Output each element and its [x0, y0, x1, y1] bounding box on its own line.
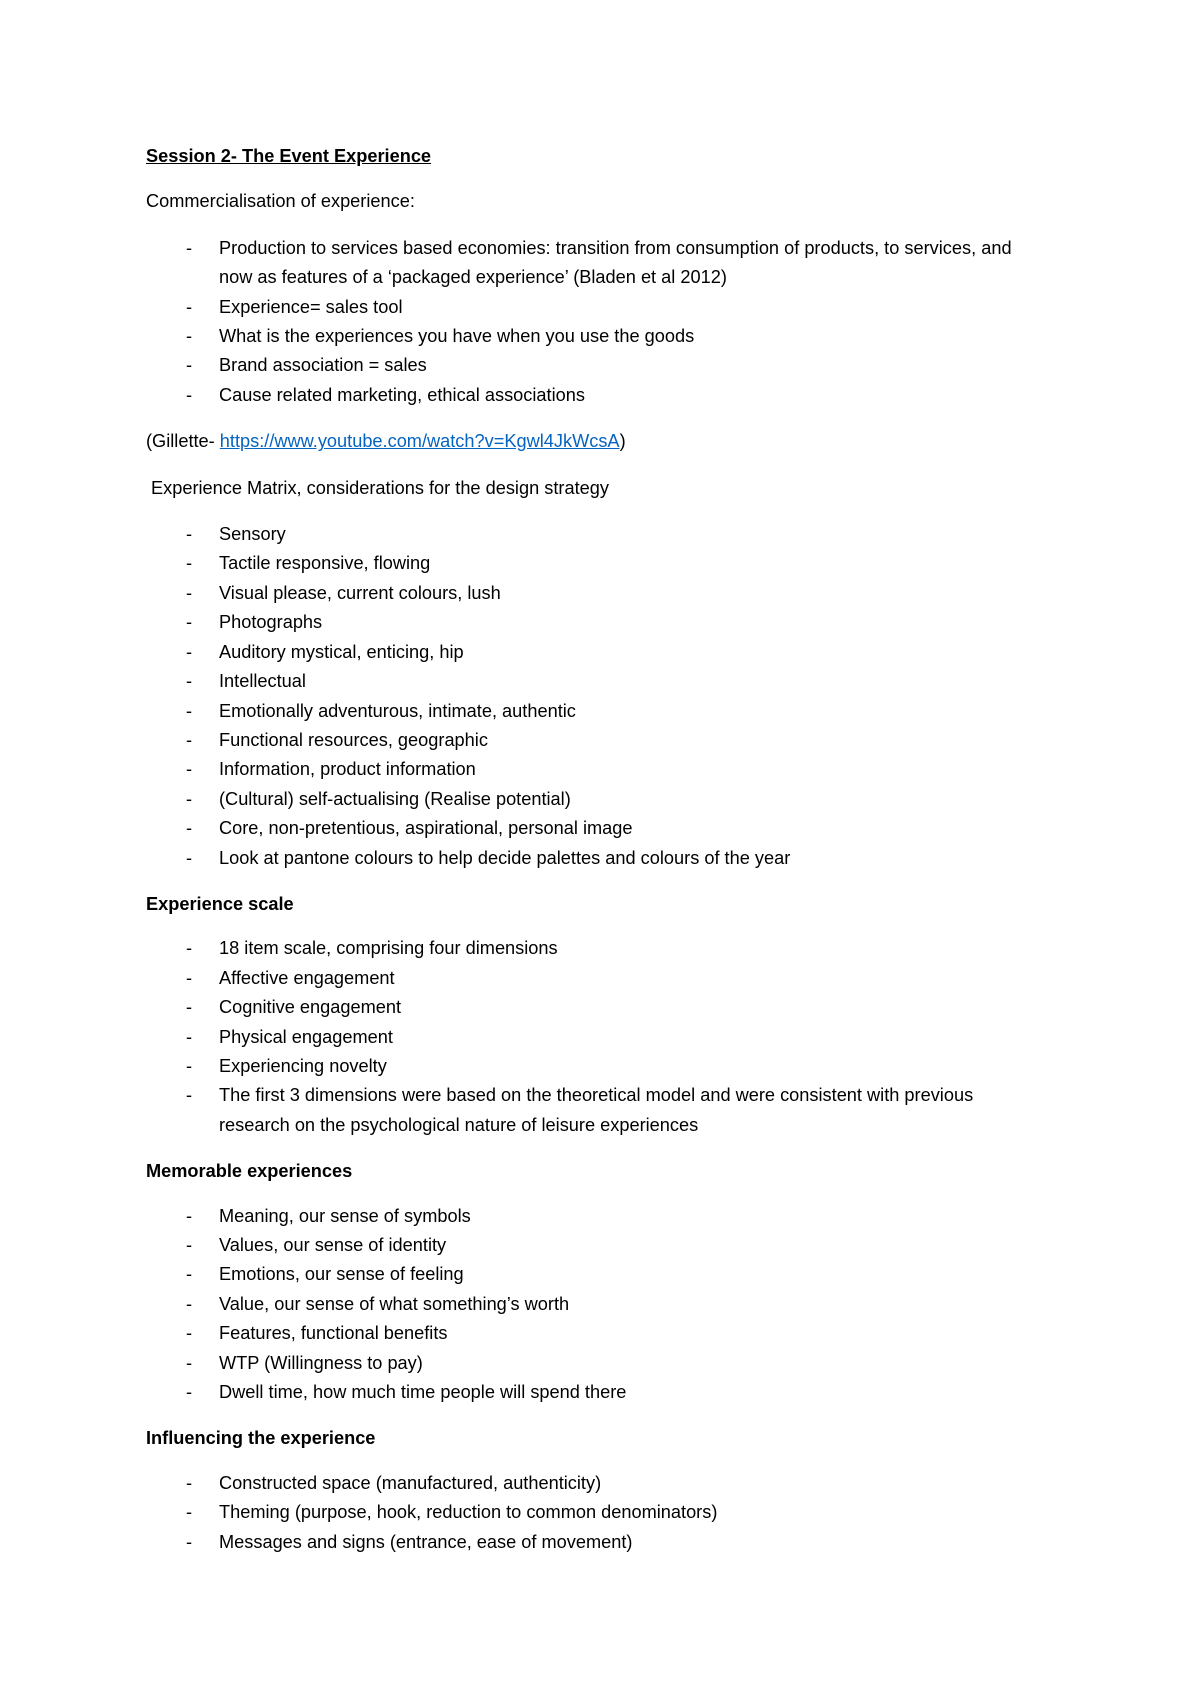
- page-title: Session 2- The Event Experience: [146, 146, 432, 166]
- dash-bullet: -: [186, 553, 193, 574]
- list-item: - Photographs: [146, 608, 1046, 637]
- section-heading-commercialisation: Commercialisation of experience:: [146, 191, 415, 212]
- list-item: - The first 3 dimensions were based on the theoretical model and were consistent with previous research on the psychological nature of leisure experiences: [146, 1081, 1046, 1140]
- dash-bullet: -: [186, 671, 193, 692]
- list-item: - Values, our sense of identity: [146, 1231, 1046, 1260]
- list-item: - Dwell time, how much time people will spend there: [146, 1378, 1046, 1407]
- list-item: - Core, non-pretentious, aspirational, personal image: [146, 814, 1046, 843]
- list-item: - Affective engagement: [146, 964, 1046, 993]
- dash-bullet: -: [186, 1472, 193, 1493]
- list-item: - WTP (Willingness to pay): [146, 1349, 1046, 1378]
- list-item: - Sensory: [146, 520, 1046, 549]
- dash-bullet: -: [186, 326, 193, 347]
- list-item: - Meaning, our sense of symbols: [146, 1202, 1046, 1231]
- list-item: - Value, our sense of what something’s worth: [146, 1290, 1046, 1319]
- list-item: - What is the experiences you have when you use the goods: [146, 322, 1046, 351]
- dash-bullet: -: [186, 296, 193, 317]
- list-item: - Emotionally adventurous, intimate, authentic: [146, 697, 1046, 726]
- dash-bullet: -: [186, 524, 193, 545]
- dash-bullet: -: [186, 1531, 193, 1552]
- dash-bullet: -: [186, 1205, 193, 1226]
- dash-bullet: -: [186, 384, 193, 405]
- list-item: - Tactile responsive, flowing: [146, 549, 1046, 578]
- list-item: - Experiencing novelty: [146, 1052, 1046, 1081]
- dash-bullet: -: [186, 967, 193, 988]
- list-memorable: [146, 1202, 1046, 1408]
- list-item: - Auditory mystical, enticing, hip: [146, 638, 1046, 667]
- dash-bullet: -: [186, 700, 193, 721]
- list-item: - Features, functional benefits: [146, 1319, 1046, 1348]
- list-item: - Functional resources, geographic: [146, 726, 1046, 755]
- list-item: - Cause related marketing, ethical associations: [146, 381, 1046, 410]
- list-item: - Cognitive engagement: [146, 993, 1046, 1022]
- list-item: - 18 item scale, comprising four dimensions: [146, 934, 1046, 963]
- youtube-link[interactable]: https://www.youtube.com/watch?v=Kgwl4JkWcsA: [219, 431, 620, 452]
- section-heading-experience-scale: Experience scale: [146, 893, 294, 914]
- dash-bullet: -: [186, 729, 193, 750]
- dash-bullet: -: [186, 612, 193, 633]
- list-item: - Look at pantone colours to help decide palettes and colours of the year: [146, 844, 1046, 873]
- list-item: - Visual please, current colours, lush: [146, 579, 1046, 608]
- list-item: - Emotions, our sense of feeling: [146, 1260, 1046, 1289]
- dash-bullet: -: [186, 1085, 193, 1106]
- dash-bullet: -: [186, 1235, 193, 1255]
- dash-bullet: -: [186, 1293, 193, 1314]
- list-item: - Production to services based economies: transition from consumption of products, to services, and now as features of a ‘packaged experience’ (Bladen et al 2012): [146, 234, 1046, 293]
- dash-bullet: -: [186, 582, 193, 603]
- dash-bullet: -: [186, 847, 193, 868]
- list-item: - Theming (purpose, hook, reduction to common denominators): [146, 1498, 1046, 1527]
- dash-bullet: -: [186, 788, 193, 809]
- list-experience-matrix: [146, 520, 1046, 873]
- list-item: - Experience= sales tool: [146, 293, 1046, 322]
- dash-bullet: -: [186, 1502, 193, 1523]
- section-heading-experience-matrix: Experience Matrix, considerations for the design strategy: [151, 477, 609, 498]
- list-item: - Intellectual: [146, 667, 1046, 696]
- section-heading-influencing: Influencing the experience: [146, 1428, 376, 1449]
- dash-bullet: -: [186, 641, 193, 662]
- list-item: - Physical engagement: [146, 1023, 1046, 1052]
- dash-bullet: -: [186, 1055, 193, 1076]
- dash-bullet: -: [186, 1382, 193, 1403]
- dash-bullet: -: [186, 1352, 193, 1373]
- list-item: - Messages and signs (entrance, ease of movement): [146, 1528, 1046, 1557]
- dash-bullet: -: [186, 759, 193, 780]
- gillette-reference: (Gillette- https://www.youtube.com/watch?v=Kgwl4JkWcsA): [146, 431, 626, 452]
- document-body: [146, 142, 1046, 1574]
- dash-bullet: -: [186, 997, 193, 1018]
- section-heading-memorable: Memorable experiences: [146, 1161, 353, 1182]
- dash-bullet: -: [186, 1026, 193, 1047]
- list-item: - Information, product information: [146, 755, 1046, 784]
- list-commercialisation: [146, 234, 1046, 410]
- list-item: - (Cultural) self-actualising (Realise potential): [146, 785, 1046, 814]
- list-experience-scale: [146, 934, 1046, 1140]
- list-item: - Brand association = sales: [146, 351, 1046, 380]
- dash-bullet: -: [186, 1323, 193, 1344]
- dash-bullet: -: [186, 938, 193, 959]
- list-influencing: [146, 1469, 1046, 1557]
- dash-bullet: -: [186, 237, 193, 258]
- dash-bullet: -: [186, 818, 193, 839]
- dash-bullet: -: [186, 355, 193, 376]
- list-item: - Constructed space (manufactured, authenticity): [146, 1469, 1046, 1498]
- dash-bullet: -: [186, 1264, 193, 1285]
